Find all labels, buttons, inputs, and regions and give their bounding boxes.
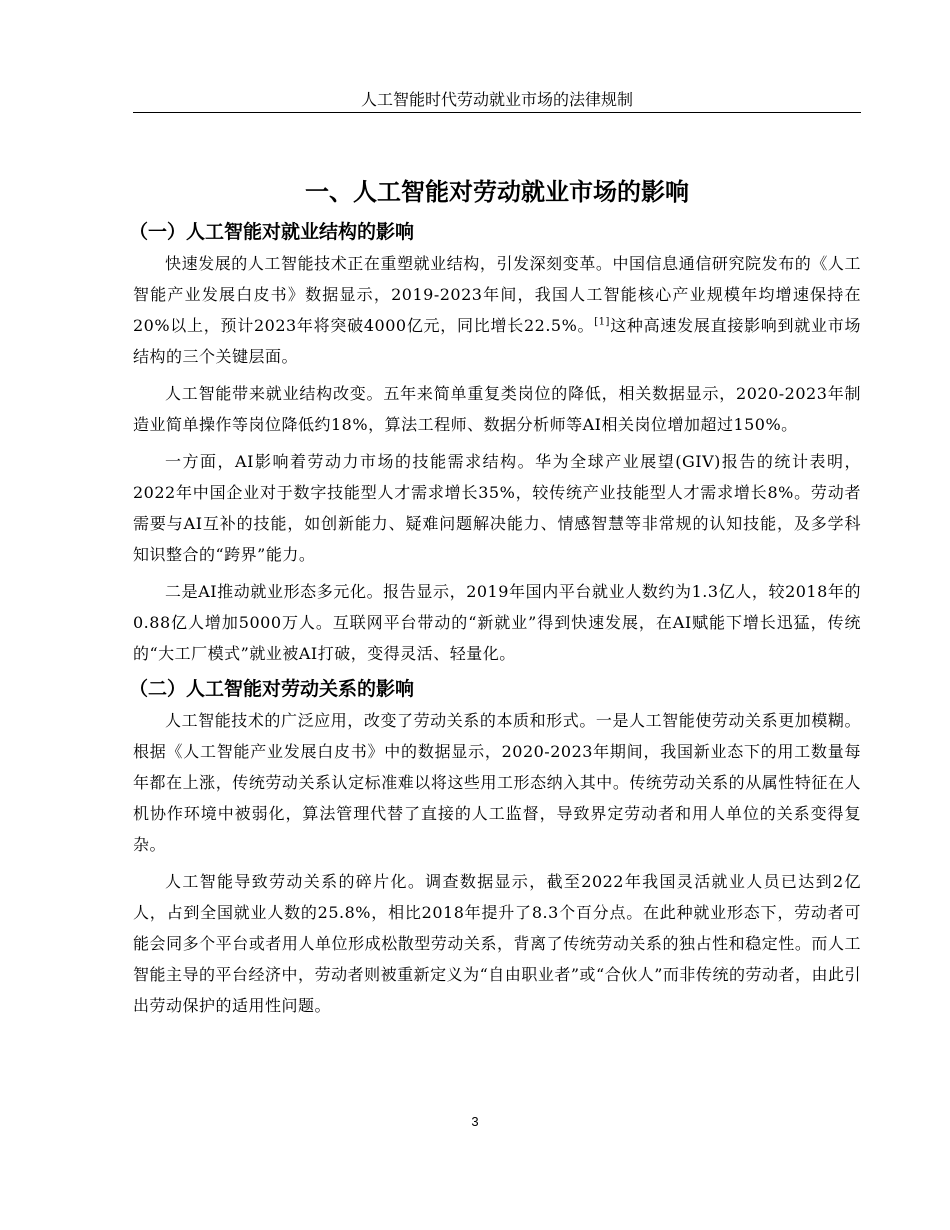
paragraph-text: 这种高速发展直接影响到就业市场结构的三个关键层面。 bbox=[133, 316, 861, 366]
paragraph: 人工智能导致劳动关系的碎片化。调查数据显示，截至2022年我国灵活就业人员已达到2亿人，占到全国就业人数的25.8%，相比2018年提升了8.3个百分点。在此种就业形态下，劳动者可能会同多个平台或者用人单位形成松散型劳动关系，背离了传统劳动关系的独占性和稳定性。而人工智能主导的平台经济中，劳动者则被重新定义为“自由职业者”或“合伙人”而非传统的劳动者，由此引出劳动保护的适用性问题。 bbox=[133, 872, 861, 1015]
chapter-title: 一、人工智能对劳动就业市场的影响 bbox=[305, 178, 689, 206]
paragraph: 二是AI推动就业形态多元化。报告显示，2019年国内平台就业人数约为1.3亿人，较2018年的0.88亿人增加5000万人。互联网平台带动的“新就业”得到快速发展，在AI赋能下增长迅猛，传统的“大工厂模式”就业被AI打破，变得灵活、轻量化。 bbox=[133, 582, 861, 663]
citation-reference[interactable]: [1] bbox=[594, 316, 610, 328]
paragraph: 一方面，AI影响着劳动力市场的技能需求结构。华为全球产业展望(GIV)报告的统计表明，2022年中国企业对于数字技能型人才需求增长35%，较传统产业技能型人才需求增长8%。劳动者需要与AI互补的技能，如创新能力、疑难问题解决能力、情感智慧等非常规的认知技能，及多学科知识整合的“跨界”能力。 bbox=[133, 452, 861, 564]
document-body bbox=[129, 172, 861, 1021]
paragraph-text: 快速发展的人工智能技术正在重塑就业结构，引发深刻变革。中国信息通信研究院发布的《人工智能产业发展白皮书》数据显示，2019-2023年间，我国人工智能核心产业规模年均增速保持在20%以上，预计2023年将突破4000亿元，同比增长22.5%。 bbox=[133, 254, 861, 335]
paragraph bbox=[133, 248, 861, 372]
paragraph: 人工智能带来就业结构改变。五年来简单重复类岗位的降低，相关数据显示，2020-2023年制造业简单操作等岗位降低约18%，算法工程师、数据分析师等AI相关岗位增加超过150%。 bbox=[133, 384, 861, 434]
page-number: 3 bbox=[471, 1114, 479, 1129]
running-header: 人工智能时代劳动就业市场的法律规制 bbox=[133, 88, 861, 113]
section-title-employment-structure: （一）人工智能对就业结构的影响 bbox=[129, 221, 415, 243]
section-title-labor-relations: （二）人工智能对劳动关系的影响 bbox=[129, 678, 415, 700]
paragraph: 人工智能技术的广泛应用，改变了劳动关系的本质和形式。一是人工智能使劳动关系更加模糊。根据《人工智能产业发展白皮书》中的数据显示，2020-2023年期间，我国新业态下的用工数量每年都在上涨，传统劳动关系认定标准难以将这些用工形态纳入其中。传统劳动关系的从属性特征在人机协作环境中被弱化，算法管理代替了直接的人工监督，导致界定劳动者和用人单位的关系变得复杂。 bbox=[133, 711, 861, 854]
